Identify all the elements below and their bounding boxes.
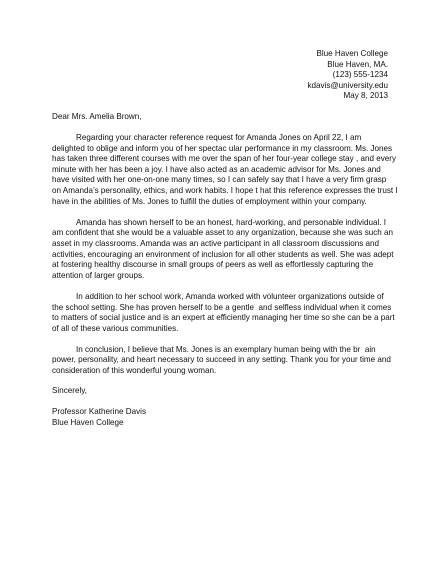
paragraph-line: Amanda has shown herself to be an honest, hard-working, and personable individual. I xyxy=(76,217,387,227)
letter-body xyxy=(52,133,398,387)
paragraph-line: of all of these various communities. xyxy=(52,323,179,333)
paragraph-line: asset in my classrooms. Amanda was an active participant in all classroom discussions and xyxy=(52,238,380,248)
letter-date: May 8, 2013 xyxy=(343,91,388,101)
paragraph-line: In conclusion, I believe that Ms. Jones is an exemplary human being with the br ain xyxy=(76,344,376,354)
signatory-name: Professor Katherine Davis xyxy=(52,407,147,416)
paragraph-line: activities, encouraging an environment of inclusion for all other students as well. She was adept xyxy=(52,249,394,259)
signature-block xyxy=(52,407,146,428)
paragraph-line: power, personality, and heart necessary to succeed in any setting. Thank you for your time and xyxy=(52,355,391,365)
paragraph-line: In addition to her school work, Amanda worked with volunteer organizations outside of xyxy=(76,291,384,301)
paragraph-line: am confident that she would be a valuable asset to any organization, because she was such an xyxy=(52,228,394,238)
body-paragraph xyxy=(52,344,391,377)
paragraph-line: on Amanda’s personality, ethics, and work habits. I hope t hat this reference expresses the trust I xyxy=(52,185,398,195)
paragraph-line: has taken three different courses with me over the span of her four-year college stay , and every xyxy=(52,154,397,164)
paragraph-line: consideration of this wonderful young woman. xyxy=(52,366,217,376)
paragraph-line: have visited with her one-on-one many times, so I can safely say that I have a very firm grasp xyxy=(52,175,387,185)
paragraph-line: Regarding your character reference request for Amanda Jones on April 22, I am xyxy=(76,133,362,142)
sender-phone: (123) 555-1234 xyxy=(332,70,388,80)
paragraph-line: at fostering healthy discourse in small groups of peers as well as effortlessly capturing the xyxy=(52,260,374,270)
paragraph-line: to matters of social justice and is an expert at efficiently managing her time so she can be a part xyxy=(52,313,395,323)
sender-organization: Blue Haven College xyxy=(316,49,388,58)
paragraph-line: have in the abilities of Ms. Jones to fulfill the duties of employment within your company. xyxy=(52,196,367,206)
sender-address-block xyxy=(308,49,389,102)
body-paragraph xyxy=(52,217,394,282)
salutation: Dear Mrs. Amelia Brown, xyxy=(52,112,142,121)
signatory-organization: Blue Haven College xyxy=(52,417,124,427)
paragraph-line: delighted to oblige and inform you of her spectac ular performance in my classroom. Ms. Jones xyxy=(52,143,393,153)
body-paragraph xyxy=(52,291,395,334)
closing: Sincerely, xyxy=(52,386,87,395)
sender-city: Blue Haven, MA. xyxy=(327,59,388,69)
sender-email: kdavis@university.edu xyxy=(307,80,388,90)
paragraph-line: the school setting. She has proven herself to be a gentle and selfless individual when it comes xyxy=(52,302,392,312)
paragraph-line: minute with her has been a joy. I have also acted as an academic advisor for Ms. Jones and xyxy=(52,164,381,174)
body-paragraph xyxy=(52,133,398,207)
paragraph-line: attention of larger groups. xyxy=(52,270,145,280)
